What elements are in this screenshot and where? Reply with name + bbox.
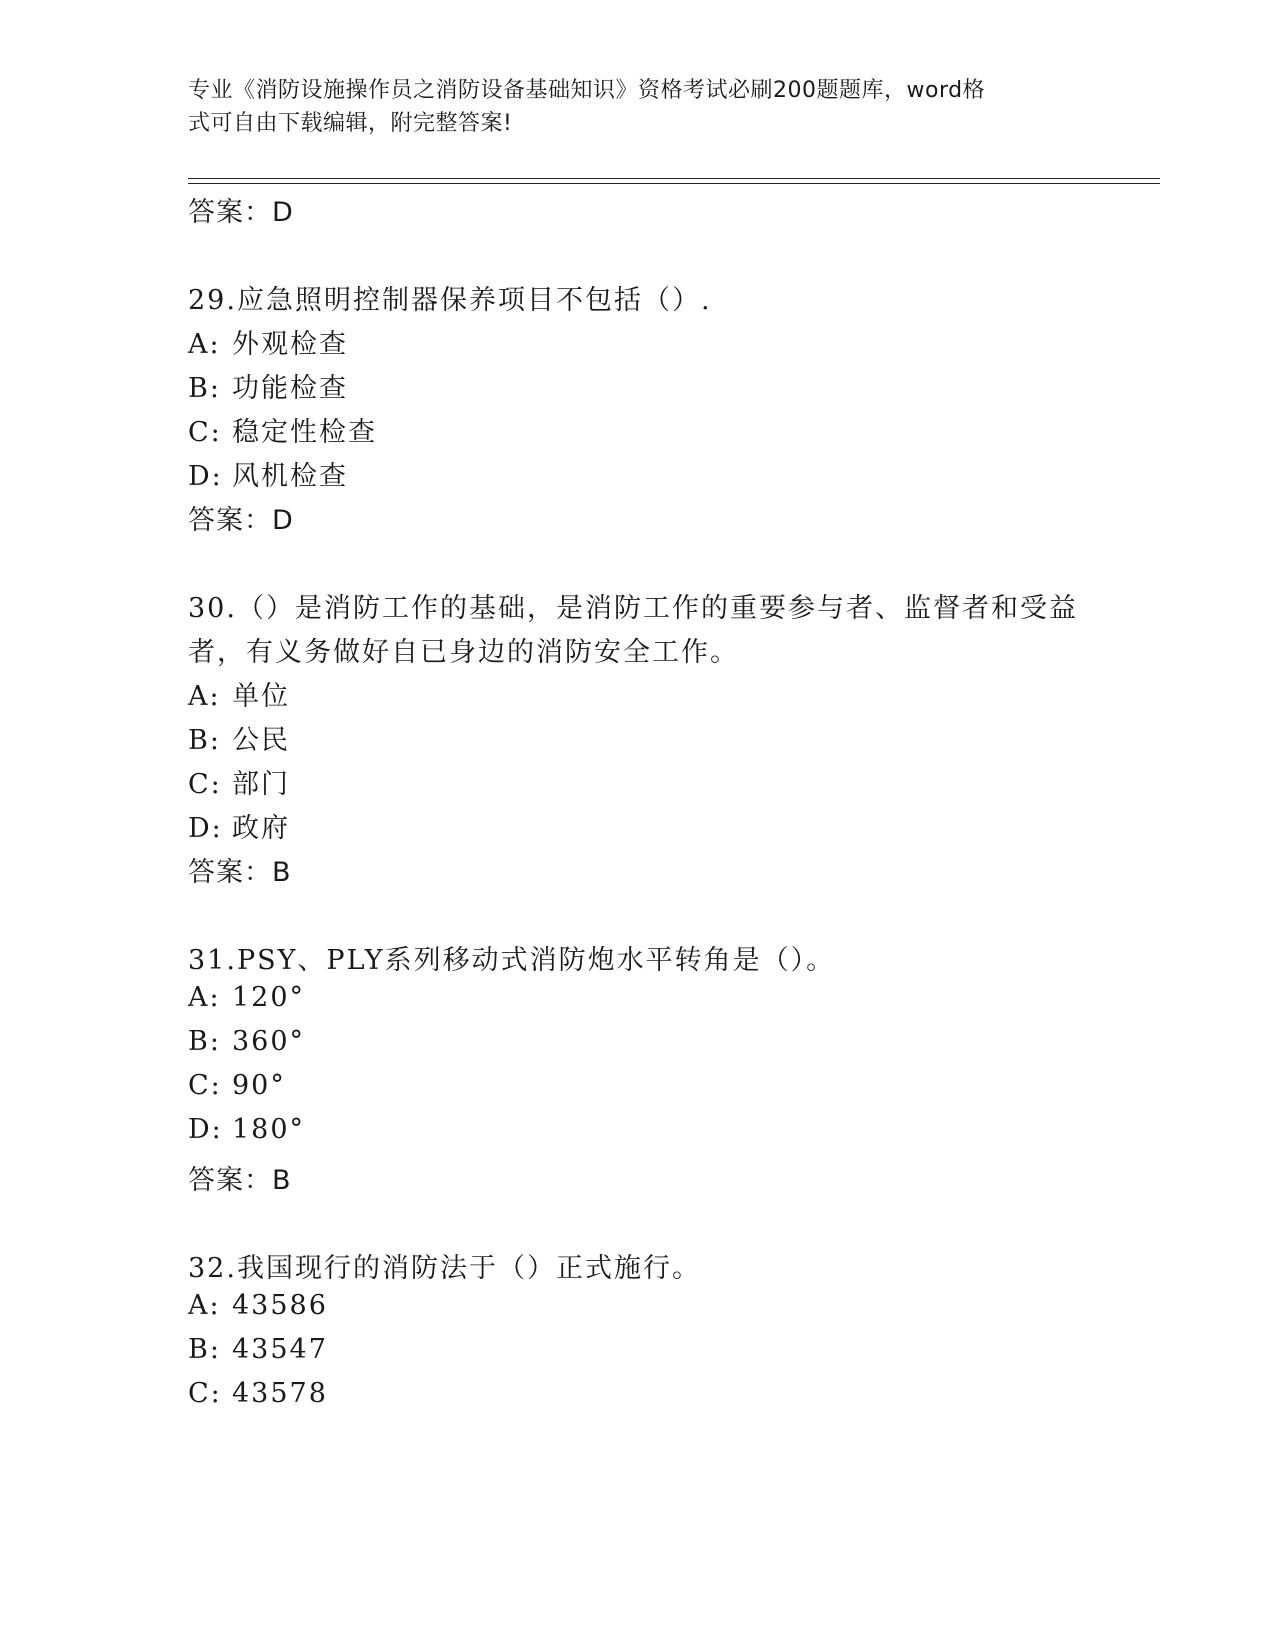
option-c [188,762,290,801]
option-label: D: [188,1114,223,1145]
option-a [188,982,305,1013]
option-c [188,1070,286,1101]
option-text: 外观检查 [232,329,348,360]
option-a [188,1290,328,1321]
option-label: B: [188,373,221,404]
option-d [188,806,290,845]
option-label: B: [188,725,221,756]
question-stem: 29.应急照明控制器保养项目不包括（）. [188,285,712,316]
option-text: 稳定性检查 [232,417,377,448]
header-line-2: 式可自由下载编辑，附完整答案! [188,111,513,136]
option-label: C: [188,1378,222,1409]
option-label: A: [188,982,221,1013]
answer-line: 答案：B [188,857,292,888]
option-a [188,322,348,361]
option-text: 180° [232,1114,306,1145]
document-header [188,74,1088,140]
header-divider-bottom [188,183,1160,184]
option-c [188,1378,328,1409]
question-stem: 30.（）是消防工作的基础，是消防工作的重要参与者、监督者和受益 [188,593,1078,624]
option-label: C: [188,417,222,448]
option-a [188,674,290,713]
question-stem: 32.我国现行的消防法于（）正式施行。 [188,1253,701,1284]
option-label: B: [188,1334,221,1365]
option-text: 功能检查 [232,373,348,404]
option-text: 单位 [232,681,290,712]
option-d [188,454,348,493]
header-divider-top [188,178,1160,179]
option-text: 120° [232,982,306,1013]
option-text: 公民 [232,725,290,756]
option-text: 43547 [232,1334,328,1365]
option-label: B: [188,1026,221,1057]
option-label: A: [188,329,221,360]
option-d [188,1114,305,1145]
answer-line: 答案：B [188,1165,292,1196]
option-label: A: [188,1290,221,1321]
option-label: A: [188,681,221,712]
option-b [188,366,348,405]
option-text: 部门 [232,769,290,800]
option-label: C: [188,1070,222,1101]
option-text: 90° [232,1070,286,1101]
option-text: 43578 [232,1378,328,1409]
option-label: D: [188,813,223,844]
question-stem-continued: 者，有义务做好自已身边的消防安全工作。 [188,637,739,668]
option-b [188,1334,328,1365]
header-line-1: 专业《消防设施操作员之消防设备基础知识》资格考试必刷200题题库，word格 [188,78,986,103]
answer-line: 答案：D [188,197,294,228]
option-b [188,718,290,757]
option-text: 43586 [232,1290,328,1321]
option-b [188,1026,305,1057]
question-stem: 31.PSY、PLY系列移动式消防炮水平转角是（）。 [188,945,836,976]
option-text: 风机检查 [232,461,348,492]
option-c [188,410,377,449]
answer-line: 答案：D [188,505,294,536]
option-label: C: [188,769,222,800]
option-text: 政府 [232,813,290,844]
option-text: 360° [232,1026,306,1057]
option-label: D: [188,461,223,492]
